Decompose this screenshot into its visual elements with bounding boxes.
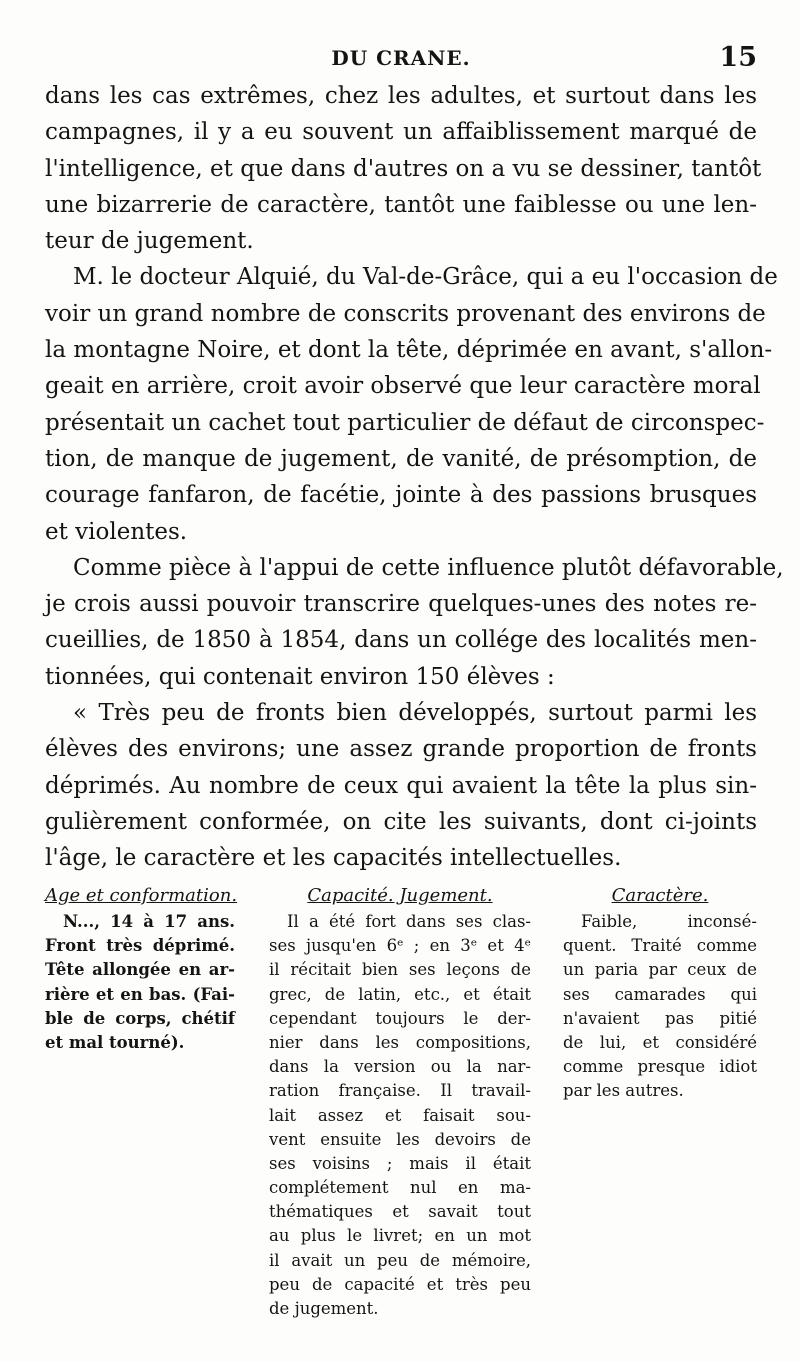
cell-line: nier dans les compositions,: [269, 1032, 531, 1052]
text-line: campagnes, il y a eu souvent un affaiblissement marqué de: [45, 119, 757, 146]
cell-line: thématiques et savait tout: [269, 1202, 531, 1222]
cell-line: ses voisins ; mais il était: [269, 1153, 531, 1173]
column-character: [563, 882, 757, 1104]
text-line: cueillies, de 1850 à 1854, dans un collége des localités men-: [45, 627, 757, 654]
column-age-conformation: [45, 882, 238, 1055]
text-line: voir un grand nombre de conscrits provenant des environs de: [45, 300, 766, 327]
text-line: geait en arrière, croit avoir observé que leur caractère moral: [45, 373, 761, 400]
running-title: DU CRANE.: [331, 46, 471, 70]
text-line: et violentes.: [45, 518, 188, 545]
running-head: [45, 42, 757, 74]
cell-line: N..., 14 à 17 ans.: [63, 912, 235, 931]
cell-line: Il a été fort dans ses clas-: [287, 912, 531, 931]
body-text: [45, 78, 784, 877]
column-header: Capacité. Jugement.: [307, 885, 493, 906]
cell-line: ses camarades qui: [563, 984, 757, 1004]
cell-line: il avait un peu de mémoire,: [269, 1250, 531, 1270]
text-line: « Très peu de fronts bien développés, surtout parmi les: [73, 700, 757, 727]
cell-line: ration française. Il travail-: [269, 1081, 531, 1101]
column-header: Age et conformation.: [45, 885, 238, 906]
cell-line: complétement nul en ma-: [269, 1178, 531, 1198]
cell-line: n'avaient pas pitié: [563, 1008, 757, 1028]
cell-line: il récitait bien ses leçons de: [269, 960, 531, 980]
text-line: je crois aussi pouvoir transcrire quelques-unes des notes re-: [45, 591, 757, 618]
cell-line: ses jusqu'en 6ᵉ ; en 3ᵉ et 4ᵉ: [269, 936, 531, 956]
column-header: Caractère.: [611, 885, 709, 906]
cell-line: rière et en bas. (Fai-: [45, 984, 235, 1004]
paragraph: [45, 259, 778, 549]
text-line: l'âge, le caractère et les capacités intellectuelles.: [45, 845, 622, 872]
text-line: M. le docteur Alquié, du Val-de-Grâce, qui a eu l'occasion de: [73, 264, 778, 291]
student-notes-table: [45, 882, 757, 1332]
text-line: gulièrement conformée, on cite les suivants, dont ci-joints: [45, 808, 757, 835]
cell-line: au plus le livret; en un mot: [269, 1226, 531, 1246]
paragraph: [45, 78, 762, 259]
text-line: tionnées, qui contenait environ 150 élèves :: [45, 663, 555, 690]
cell-line: peu de capacité et très peu: [269, 1274, 531, 1294]
page-number: 15: [719, 42, 757, 73]
text-line: l'intelligence, et que dans d'autres on a vu se dessiner, tantôt: [45, 155, 762, 182]
cell-line: vent ensuite les devoirs de: [269, 1129, 531, 1149]
cell-line: Front très déprimé.: [45, 936, 235, 956]
cell-line: cependant toujours le der-: [269, 1008, 531, 1028]
cell-line: grec, de latin, etc., et était: [269, 984, 531, 1004]
cell-line: Tête allongée en ar-: [45, 960, 235, 980]
cell-line: comme presque idiot: [563, 1057, 757, 1077]
cell-line: et mal tourné).: [45, 1032, 185, 1052]
column-capacity-judgment: [269, 882, 531, 1321]
text-line: la montagne Noire, et dont la tête, déprimée en avant, s'allon-: [45, 337, 773, 364]
paragraph: [45, 695, 757, 876]
paragraph: [45, 550, 784, 695]
text-line: une bizarrerie de caractère, tantôt une faiblesse ou une len-: [45, 191, 757, 218]
text-line: déprimés. Au nombre de ceux qui avaient la tête la plus sin-: [45, 772, 757, 799]
cell-line: ble de corps, chétif: [45, 1008, 235, 1028]
text-line: Comme pièce à l'appui de cette influence plutôt défavorable,: [73, 554, 784, 581]
cell-line: dans la version ou la nar-: [269, 1057, 531, 1077]
cell-line: quent. Traité comme: [563, 936, 757, 956]
text-line: courage fanfaron, de facétie, jointe à des passions brusques: [45, 482, 757, 509]
cell-line: un paria par ceux de: [563, 960, 757, 980]
cell-line: de jugement.: [269, 1299, 379, 1318]
text-line: teur de jugement.: [45, 228, 254, 255]
text-line: dans les cas extrêmes, chez les adultes, et surtout dans les: [45, 83, 757, 109]
text-line: présentait un cachet tout particulier de défaut de circonspec-: [45, 409, 765, 436]
cell-line: de lui, et considéré: [563, 1032, 757, 1052]
cell-line: Faible, inconsé-: [581, 912, 757, 931]
text-line: tion, de manque de jugement, de vanité, de présomption, de: [45, 445, 757, 472]
cell-line: par les autres.: [563, 1081, 684, 1101]
text-line: élèves des environs; une assez grande proportion de fronts: [45, 736, 757, 763]
cell-line: lait assez et faisait sou-: [269, 1105, 531, 1125]
